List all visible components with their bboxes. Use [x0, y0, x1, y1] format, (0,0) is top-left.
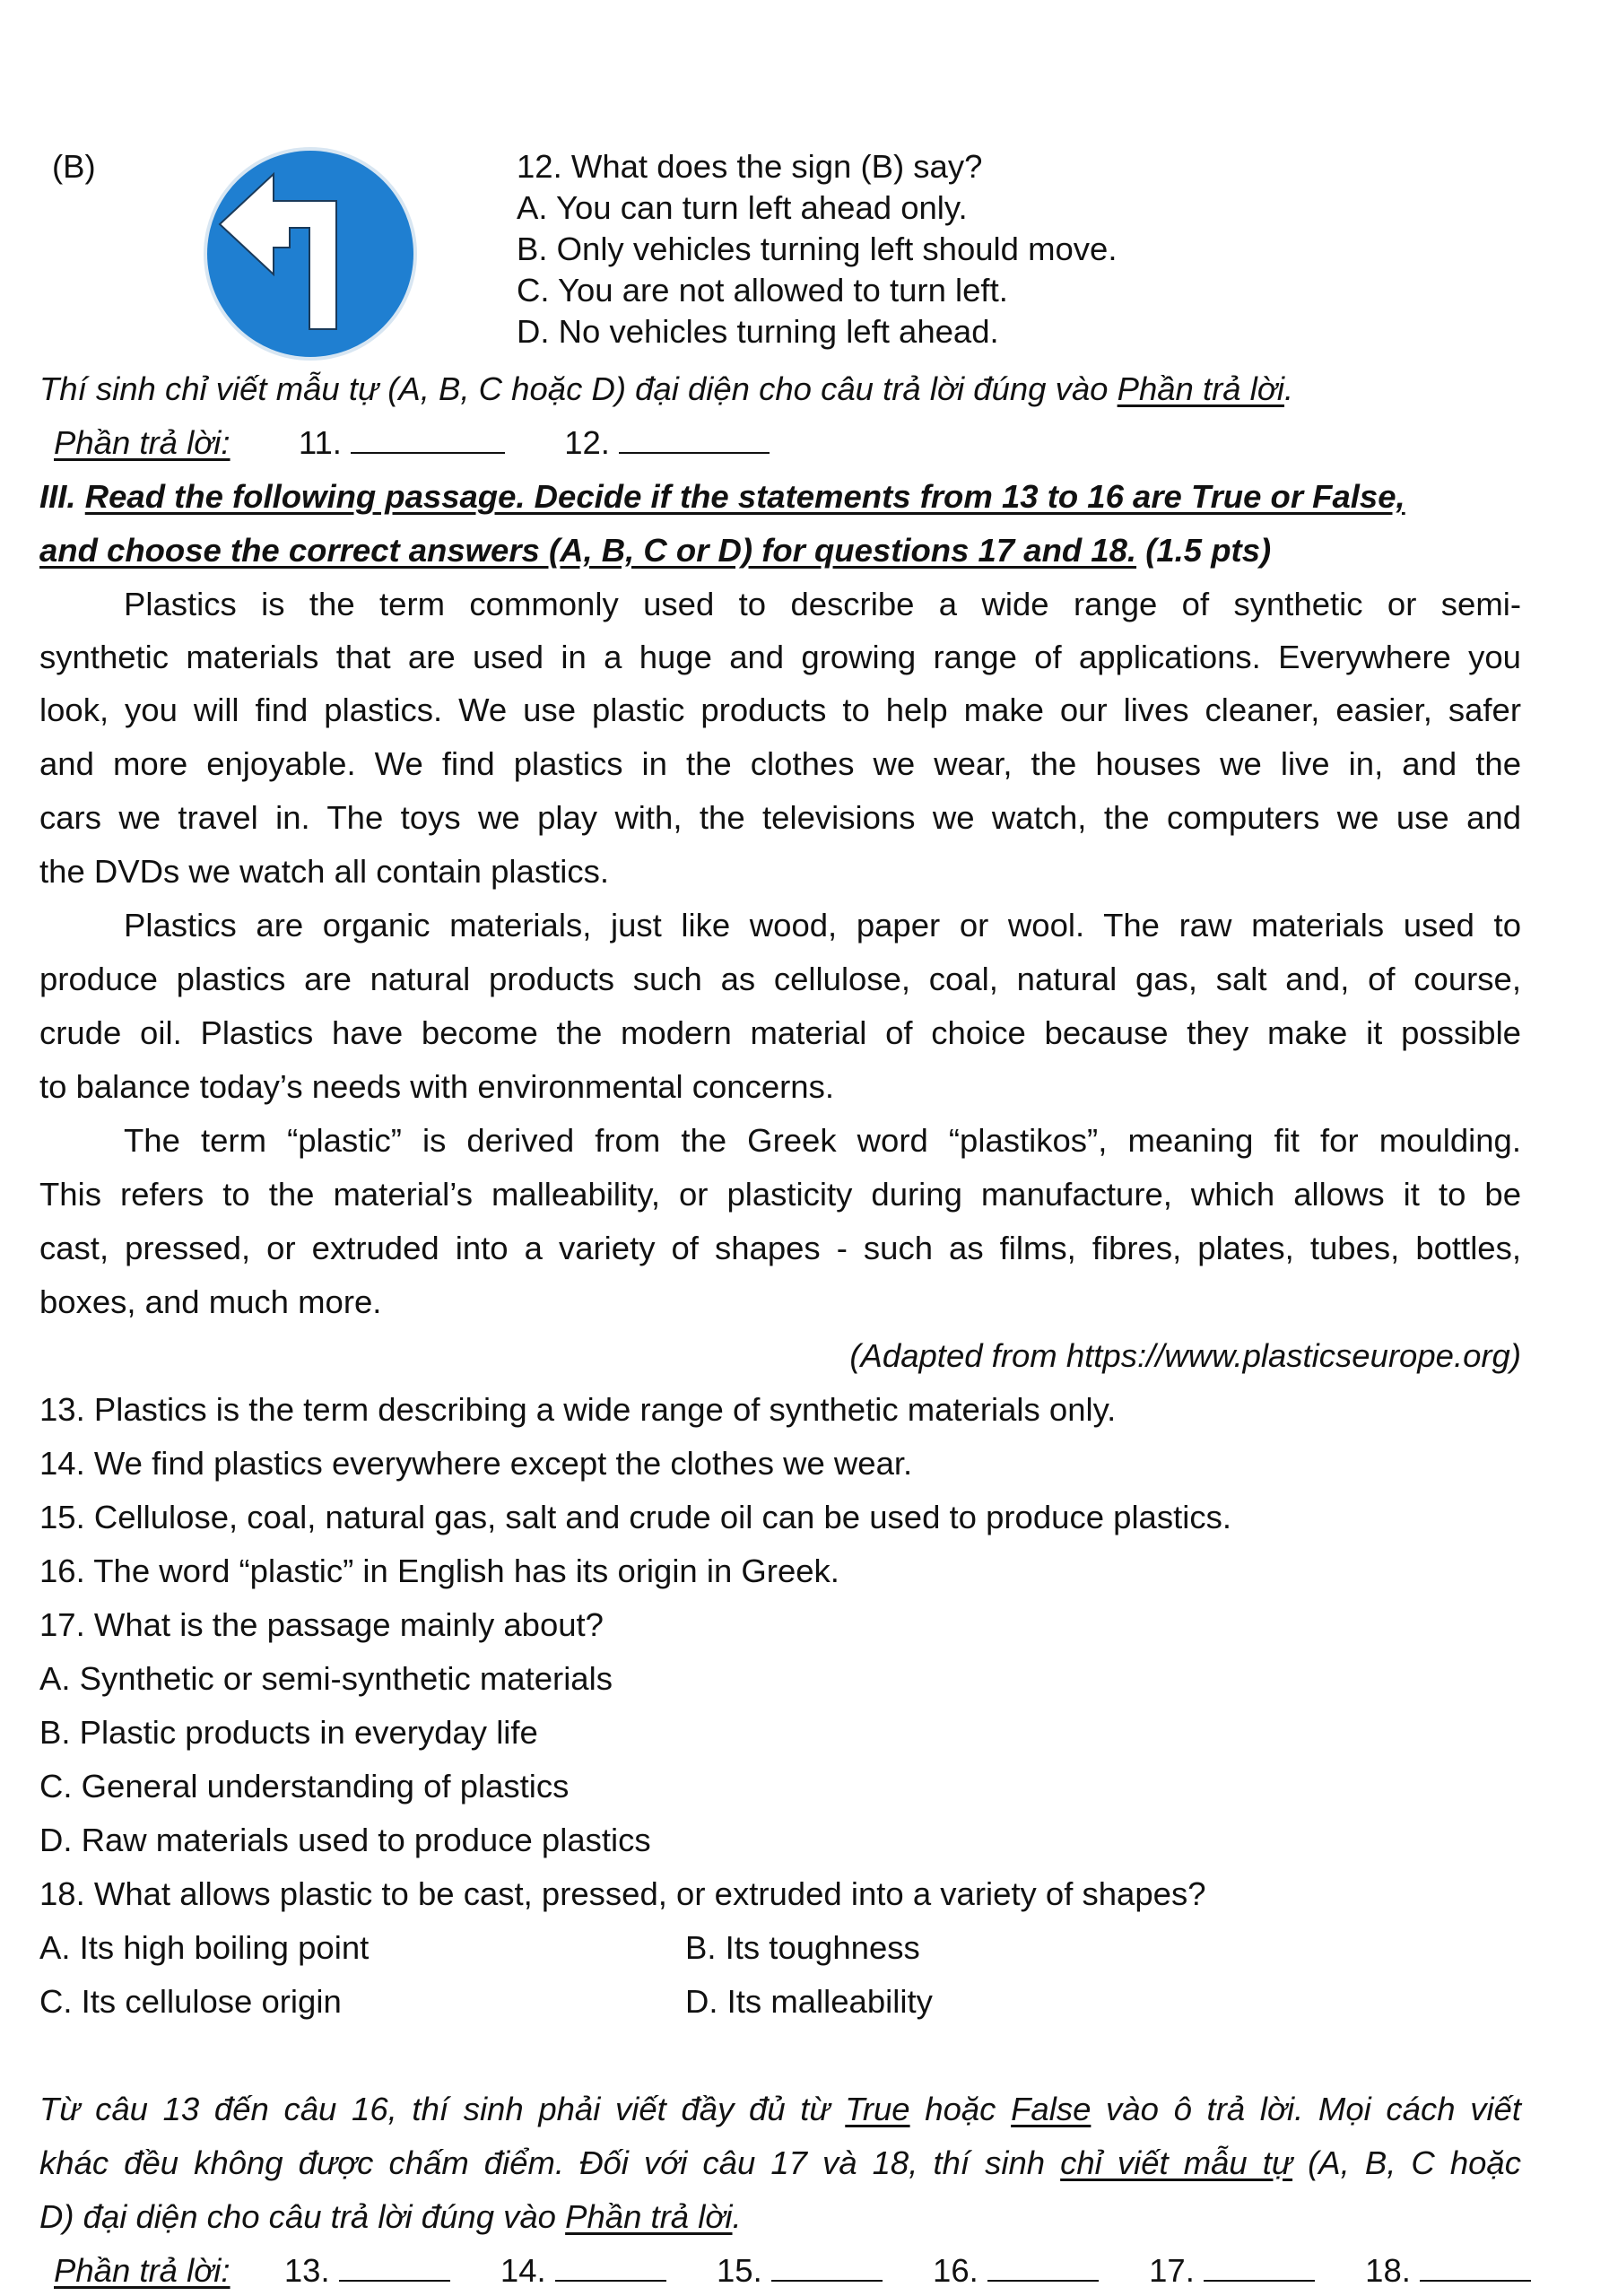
answer-17-label: 17. — [1149, 2252, 1195, 2289]
instruction-2-text-3: vào ô trả lời. Mọi cách viết — [1091, 2091, 1521, 2127]
passage-p1-line-4: and more enjoyable. We find plastics in the clothes we wear, the houses we live in, and the — [39, 745, 1521, 782]
statement-13: 13. Plastics is the term describing a wide range of synthetic materials only. — [39, 1391, 1117, 1428]
answer-13-label: 13. — [283, 2252, 330, 2289]
answer-row-1 — [54, 423, 770, 463]
q12-option-a: A. You can turn left ahead only. — [517, 189, 968, 226]
passage-source: (Adapted from https://www.plasticseurope.org) — [849, 1337, 1521, 1374]
answer-17-blank[interactable] — [1204, 2251, 1315, 2282]
instruction-1 — [39, 370, 1293, 409]
instruction-1-link: Phần trả lời — [1117, 370, 1285, 407]
q17-option-c: C. General understanding of plastics — [39, 1768, 570, 1805]
answer-11-label: 11. — [298, 424, 342, 461]
passage-p3-line-3: cast, pressed, or extruded into a variety of shapes - such as films, fibres, plates, tubes, bottles, — [39, 1230, 1521, 1266]
q12-option-b: B. Only vehicles turning left should move. — [517, 230, 1118, 267]
instruction-2-line-1 — [39, 2090, 1521, 2129]
passage-p2-line-1: Plastics are organic materials, just like wood, paper or wool. The raw materials used to — [124, 907, 1521, 944]
answer-15-blank[interactable] — [771, 2251, 883, 2282]
answer-12-label: 12. — [564, 424, 610, 461]
answer-14-label: 14. — [500, 2252, 546, 2289]
q18-option-a: A. Its high boiling point — [39, 1929, 370, 1966]
answer-12-blank[interactable] — [619, 423, 770, 454]
instruction-2-end: . — [732, 2198, 742, 2235]
answer-row-1-label: Phần trả lời: — [54, 424, 230, 461]
passage-p3-line-1: The term “plastic” is derived from the Greek word “plastikos”, meaning fit for moulding. — [124, 1122, 1521, 1159]
instruction-2-underlined: chỉ viết mẫu tự — [1060, 2144, 1293, 2181]
statement-16: 16. The word “plastic” in English has its origin in Greek. — [39, 1552, 839, 1589]
passage-p3-line-4: boxes, and much more. — [39, 1283, 382, 1320]
instruction-2-false-word: False — [1011, 2091, 1092, 2127]
passage-p1-line-6: the DVDs we watch all contain plastics. — [39, 853, 609, 890]
instruction-2-true-word: True — [845, 2091, 910, 2127]
q18-option-c: C. Its cellulose origin — [39, 1983, 342, 2020]
q18-option-b: B. Its toughness — [685, 1929, 920, 1966]
answer-15-label: 15. — [716, 2252, 762, 2289]
q17-question: 17. What is the passage mainly about? — [39, 1606, 604, 1643]
passage-p2-line-4: to balance today’s needs with environmental concerns. — [39, 1068, 834, 1105]
passage-p1-line-2: synthetic materials that are used in a huge and growing range of applications. Everywhere you — [39, 639, 1521, 675]
answer-13-blank[interactable] — [339, 2251, 450, 2282]
answer-18-label: 18. — [1365, 2252, 1411, 2289]
statement-15: 15. Cellulose, coal, natural gas, salt and crude oil can be used to produce plastics. — [39, 1499, 1231, 1535]
q17-option-d: D. Raw materials used to produce plastics — [39, 1822, 651, 1858]
q12-question: 12. What does the sign (B) say? — [517, 148, 983, 185]
answer-row-2 — [54, 2251, 1531, 2291]
instruction-2-line-2 — [39, 2144, 1521, 2183]
instruction-2-text-6: D) đại diện cho câu trả lời đúng vào — [39, 2198, 566, 2235]
answer-14-blank[interactable] — [555, 2251, 666, 2282]
passage-p2-line-2: produce plastics are natural products such as cellulose, coal, natural gas, salt and, of course, — [39, 961, 1521, 997]
instruction-1-text: Thí sinh chỉ viết mẫu tự (A, B, C hoặc D) đại diện cho câu trả lời đúng vào — [39, 370, 1118, 407]
q12-option-c: C. You are not allowed to turn left. — [517, 272, 1008, 309]
passage-p1-line-5: cars we travel in. The toys we play with, the televisions we watch, the computers we use and — [39, 799, 1521, 836]
q17-option-b: B. Plastic products in everyday life — [39, 1714, 538, 1751]
instruction-2-text-5: (A, B, C hoặc — [1292, 2144, 1521, 2181]
section-3-heading-line-2 — [39, 531, 1271, 570]
answer-18-blank[interactable] — [1420, 2251, 1531, 2282]
section-3-instruction-2: and choose the correct answers (A, B, C or D) for questions 17 and 18. — [39, 532, 1137, 569]
section-3-instruction-1: Read the following passage. Decide if the statements from 13 to 16 are True or False, — [84, 478, 1405, 515]
statement-14: 14. We find plastics everywhere except the clothes we wear. — [39, 1445, 913, 1482]
instruction-2-text-4: khác đều không được chấm điểm. Đối với câu 17 và 18, thí sinh — [39, 2144, 1061, 2181]
instruction-2-text-2: hoặc — [909, 2091, 1012, 2127]
passage-p1-line-1: Plastics is the term commonly used to describe a wide range of synthetic or semi- — [124, 586, 1521, 622]
instruction-2-text-1: Từ câu 13 đến câu 16, thí sinh phải viết đầy đủ từ — [39, 2091, 846, 2127]
instruction-2-link: Phần trả lời — [565, 2198, 733, 2235]
instruction-2-line-3 — [39, 2197, 742, 2237]
answer-16-blank[interactable] — [987, 2251, 1099, 2282]
answer-11-blank[interactable] — [351, 423, 505, 454]
q12-option-d: D. No vehicles turning left ahead. — [517, 313, 999, 350]
answer-16-label: 16. — [933, 2252, 978, 2289]
q18-option-d: D. Its malleability — [685, 1983, 933, 2020]
section-3-number: III. — [39, 478, 76, 515]
answer-row-2-label: Phần trả lời: — [54, 2252, 230, 2289]
q18-question: 18. What allows plastic to be cast, pressed, or extruded into a variety of shapes? — [39, 1875, 1206, 1912]
section-3-points: (1.5 pts) — [1145, 532, 1272, 569]
passage-p3-line-2: This refers to the material’s malleability, or plasticity during manufacture, which allows it to be — [39, 1176, 1521, 1213]
instruction-1-end: . — [1284, 370, 1294, 407]
q17-option-a: A. Synthetic or semi-synthetic materials — [39, 1660, 613, 1697]
turn-left-sign-icon — [202, 145, 419, 362]
sign-label: (B) — [52, 148, 96, 185]
passage-p2-line-3: crude oil. Plastics have become the modern material of choice because they make it possible — [39, 1014, 1521, 1051]
passage-p1-line-3: look, you will find plastics. We use plastic products to help make our lives cleaner, easier, safer — [39, 691, 1521, 728]
section-3-heading-line-1 — [39, 477, 1405, 517]
